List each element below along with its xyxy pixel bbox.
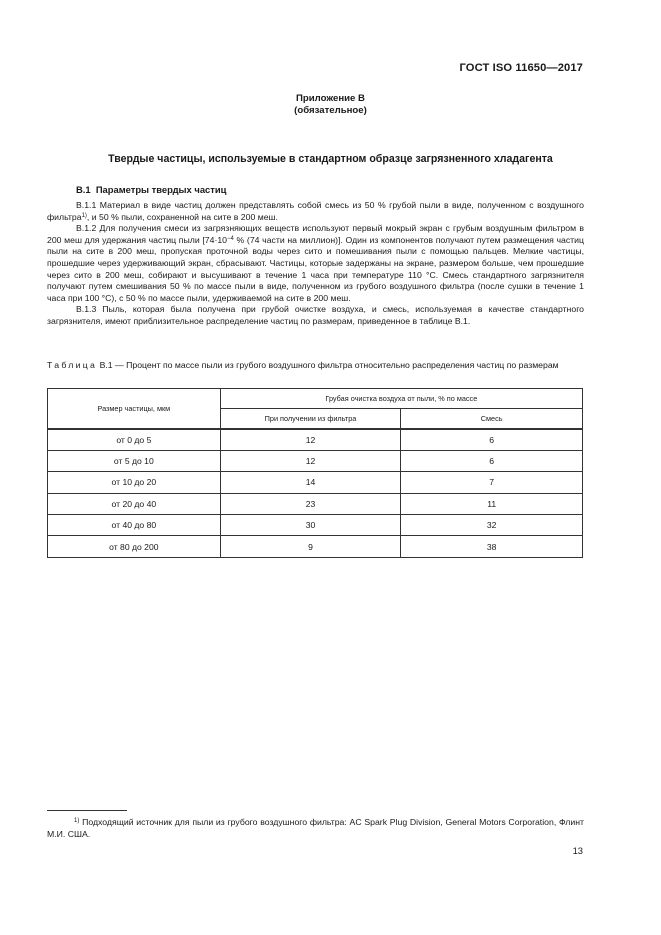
- cell-filter: 23: [220, 493, 401, 514]
- cell-size: от 40 до 80: [48, 515, 221, 536]
- cell-size: от 10 до 20: [48, 472, 221, 493]
- table-row: [48, 429, 583, 451]
- table-caption-label: Таблица: [47, 360, 98, 370]
- paragraph-b13: В.1.3 Пыль, которая была получена при грубой очистке воздуха, и смесь, используемая в качестве стандартного загрязнителя, имеют приблизительное распределение частиц по размерам, приведенное в таблице В.1.: [47, 304, 584, 326]
- exponent: −4: [227, 235, 234, 242]
- paragraph-b12-text-b: % (74 части на миллион)]. Один из компонентов получают путем размещения частиц пыли на сите в 200 меш, пропуская проточной воды через сито и помешивания пыли с помощью пальцев. Мелкие частицы, прошедшие через удерживающий экран, сбрасывают. Частицы, которые задержаны на экране, размером больше, чем прошедшие через сито в 200 меш, собирают и высушивают в течение 1 часа при температуре 110 °С. Смесь стандартного загрязнителя получают путем смешивания 50 % по массе пыли в виде, полученном из грубого воздушного фильтра (после сушки в течение 1 часа при 100 °С), с 50 % по массе пыли, удерживаемой на сите в 200 меш.: [47, 234, 584, 303]
- paragraph-b11-tail: , и 50 % пыли, сохраненной на сите в 200 меш.: [86, 211, 278, 222]
- footnote-text: Подходящий источник для пыли из грубого воздушного фильтра: AC Spark Plug Division, General Motors Corporation, Флинт М.И. США.: [47, 817, 584, 839]
- cell-size: от 5 до 10: [48, 450, 221, 471]
- table-row: [48, 450, 583, 471]
- table-caption-text: В.1 — Процент по массе пыли из грубого воздушного фильтра относительно распределения частиц по размерам: [99, 360, 559, 370]
- table-row: [48, 515, 583, 536]
- table-row: [48, 493, 583, 514]
- cell-mix: 6: [401, 450, 583, 471]
- cell-mix: 38: [401, 536, 583, 557]
- page-title: Твердые частицы, используемые в стандартном образце загрязненного хладагента: [108, 153, 553, 165]
- cell-filter: 9: [220, 536, 401, 557]
- section-title: Параметры твердых частиц: [95, 184, 227, 195]
- table-caption: [47, 359, 584, 371]
- cell-size: от 20 до 40: [48, 493, 221, 514]
- paragraph-b11: [47, 200, 584, 223]
- cell-mix: 11: [401, 493, 583, 514]
- annex-title: Приложение В: [296, 93, 365, 104]
- table-row: [48, 536, 583, 557]
- cell-size: от 0 до 5: [48, 429, 221, 451]
- footnote-marker: 1): [74, 818, 80, 824]
- paragraph-b12: [47, 223, 584, 304]
- section-heading: [76, 184, 226, 195]
- cell-filter: 14: [220, 472, 401, 493]
- paragraph-b12-text-a: В.1.2 Для получения смеси из загрязняющих веществ используют первый мокрый экран с грубым воздушным фильтром в 200 меш для удержания частиц пыли [74·10: [47, 223, 584, 245]
- col-header-filter: При получении из фильтра: [220, 409, 401, 429]
- cell-filter: 12: [220, 429, 401, 451]
- standard-designation: ГОСТ ISO 11650—2017: [459, 62, 583, 74]
- cell-mix: 32: [401, 515, 583, 536]
- cell-mix: 6: [401, 429, 583, 451]
- annex-status: (обязательное): [294, 105, 367, 116]
- paragraph-b11-text: В.1.1 Материал в виде частиц должен представлять собой смесь из 50 % грубой пыли в виде, полученном с воздушного фильтра: [47, 200, 584, 222]
- page-number: 13: [572, 845, 583, 856]
- table-row: [48, 472, 583, 493]
- footnote-ref: 1): [81, 212, 87, 219]
- section-body: [47, 200, 584, 328]
- col-header-size: Размер частицы, мкм: [48, 389, 221, 429]
- cell-size: от 80 до 200: [48, 536, 221, 557]
- particle-distribution-table: [47, 388, 583, 558]
- cell-filter: 30: [220, 515, 401, 536]
- cell-mix: 7: [401, 472, 583, 493]
- footnote-separator: [47, 810, 127, 811]
- footnote: [47, 816, 584, 840]
- cell-filter: 12: [220, 450, 401, 471]
- col-header-mix: Смесь: [401, 409, 583, 429]
- col-header-group: Грубая очистка воздуха от пыли, % по массе: [220, 389, 582, 409]
- section-number: В.1: [76, 184, 91, 195]
